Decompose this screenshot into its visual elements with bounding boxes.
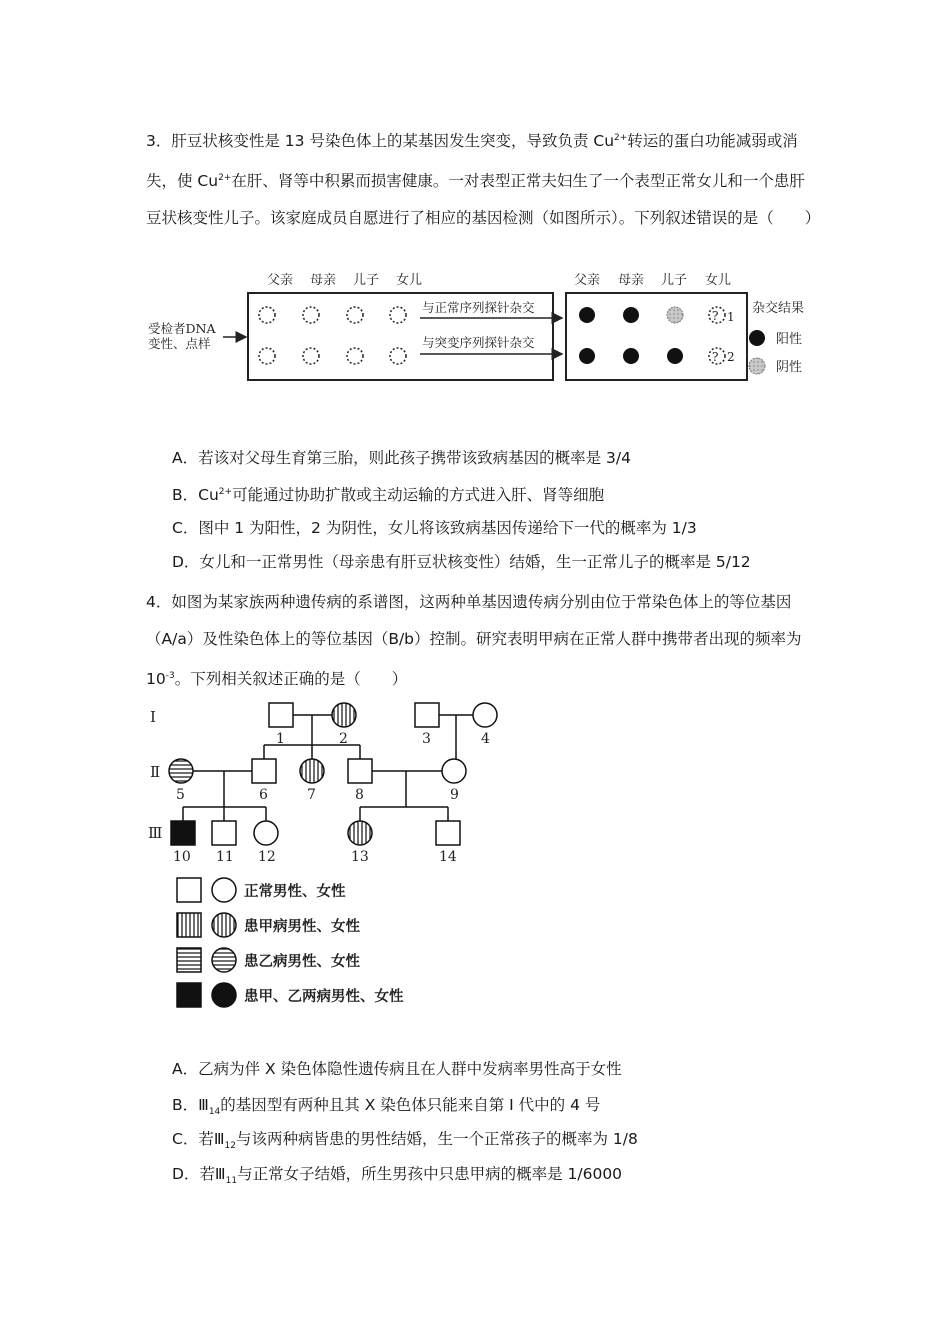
number-4: 4 xyxy=(481,731,490,747)
member-label-mother: 母亲 xyxy=(310,273,337,288)
legend-negative-swatch xyxy=(749,358,765,374)
individual-14 xyxy=(436,821,460,845)
number-2: 2 xyxy=(339,731,348,747)
number-12: 12 xyxy=(258,849,276,865)
generation-label-3: Ⅲ xyxy=(148,824,163,842)
individual-1 xyxy=(269,703,293,727)
legend-ab-male xyxy=(177,983,201,1007)
legend-positive-swatch xyxy=(749,330,765,346)
number-9: 9 xyxy=(450,787,459,803)
legend-b-female xyxy=(212,948,236,972)
normal-probe-label: 与正常序列探针杂交 xyxy=(422,300,535,315)
q4-option-c: C．若$Ⅲ_{12}$与该两种病皆患的男性结婚，生一个正常孩子的概率为 1/8 xyxy=(172,1130,638,1152)
number-6: 6 xyxy=(259,787,268,803)
individual-4 xyxy=(473,703,497,727)
individual-10 xyxy=(171,821,195,845)
generation-label-1: Ⅰ xyxy=(150,708,156,726)
q3-option-d: D．女儿和一正常男性（母亲患有肝豆状核变性）结婚，生一正常儿子的概率是 5/12 xyxy=(172,553,751,571)
number-13: 13 xyxy=(351,849,369,865)
q3-option-c: C．图中 1 为阳性，2 为阴性，女儿将该致病基因传递给下一代的概率为 1/3 xyxy=(172,519,697,537)
row-mark-1: 1 xyxy=(727,310,735,324)
unknown-mark-1: ? xyxy=(712,309,719,323)
input-label-line1: 受检者DNA xyxy=(148,321,216,336)
q4-option-a: A．乙病为伴 X 染色体隐性遗传病且在人群中发病率男性高于女性 xyxy=(172,1060,622,1078)
generation-label-2: Ⅱ xyxy=(150,763,161,781)
result-member-mother: 母亲 xyxy=(618,273,645,288)
individual-2 xyxy=(332,703,356,727)
member-label-son: 儿子 xyxy=(353,273,380,288)
pedigree-chart xyxy=(140,695,490,1015)
row-mark-2: 2 xyxy=(727,350,735,364)
unknown-mark-2: ? xyxy=(712,350,719,364)
q4-option-d: D．若$Ⅲ_{11}$与正常女子结婚，所生男孩中只患甲病的概率是 1/6000 xyxy=(172,1165,623,1187)
individual-13 xyxy=(348,821,372,845)
member-label-daughter: 女儿 xyxy=(396,273,423,288)
legend-normal-female xyxy=(212,878,236,902)
result-member-father: 父亲 xyxy=(574,273,601,288)
number-7: 7 xyxy=(307,787,316,803)
member-label-father: 父亲 xyxy=(267,273,294,288)
result-member-son: 儿子 xyxy=(661,273,688,288)
mutant-probe-label: 与突变序列探针杂交 xyxy=(422,335,535,350)
number-10: 10 xyxy=(173,849,191,865)
legend-b-label: 患乙病男性、女性 xyxy=(244,953,360,970)
legend-negative-label: 阴性 xyxy=(776,360,803,375)
number-5: 5 xyxy=(176,787,185,803)
legend-normal-male xyxy=(177,878,201,902)
legend-a-label: 患甲病男性、女性 xyxy=(244,918,360,935)
legend-normal-label: 正常男性、女性 xyxy=(244,883,346,900)
q4-option-b: B．$Ⅲ_{14}$的基因型有两种且其 X 染色体只能来自第 I 代中的 4 号 xyxy=(172,1096,601,1118)
individual-8 xyxy=(348,759,372,783)
result-member-daughter: 女儿 xyxy=(705,273,732,288)
legend-positive-label: 阳性 xyxy=(776,332,803,347)
individual-6 xyxy=(252,759,276,783)
q3-option-a: A．若该对父母生育第三胎，则此孩子携带该致病基因的概率是 3/4 xyxy=(172,449,631,467)
number-14: 14 xyxy=(439,849,457,865)
hybridization-figure xyxy=(140,268,820,388)
legend-a-male xyxy=(177,913,201,937)
number-11: 11 xyxy=(216,849,234,865)
input-label-line2: 变性、点样 xyxy=(148,336,211,351)
number-8: 8 xyxy=(355,787,364,803)
result-spots xyxy=(579,307,725,364)
legend-b-male xyxy=(177,948,201,972)
individual-9 xyxy=(442,759,466,783)
legend-a-female xyxy=(212,913,236,937)
legend-ab-female xyxy=(212,983,236,1007)
legend-ab-label: 患甲、乙两病男性、女性 xyxy=(244,988,404,1005)
number-3: 3 xyxy=(422,731,431,747)
individual-5 xyxy=(169,759,193,783)
result-box xyxy=(566,293,747,380)
individual-7 xyxy=(300,759,324,783)
individual-3 xyxy=(415,703,439,727)
number-1: 1 xyxy=(276,731,285,747)
dna-spots xyxy=(259,307,406,364)
individual-12 xyxy=(254,821,278,845)
question-3-stem: 3．肝豆状核变性是 13 号染色体上的某基因发生突变，导致负责 $Cu^{2+}$转运的蛋白功能减弱或消失，使 $Cu^{2+}$在肝、肾等中积累而损害健康。一对表型正常夫妇生了一个表型正常女儿和一个患肝豆状核变性儿子。该家庭成员自愿进行了相应的基因检测（如图所示）。下列叙述错误的是（ ） xyxy=(146,132,821,228)
q3-option-b: B．$Cu^{2+}$可能通过协助扩散或主动运输的方式进入肝、肾等细胞 xyxy=(172,486,605,505)
question-4-stem: 4．如图为某家族两种遗传病的系谱图，这两种单基因遗传病分别由位于常染色体上的等位基因（A/a）及性染色体上的等位基因（B/b）控制。研究表明甲病在正常人群中携带者出现的频率为 $10^{-3}$。下列相关叙述正确的是（ ） xyxy=(146,593,802,689)
individual-11 xyxy=(212,821,236,845)
legend-title: 杂交结果 xyxy=(752,301,805,316)
